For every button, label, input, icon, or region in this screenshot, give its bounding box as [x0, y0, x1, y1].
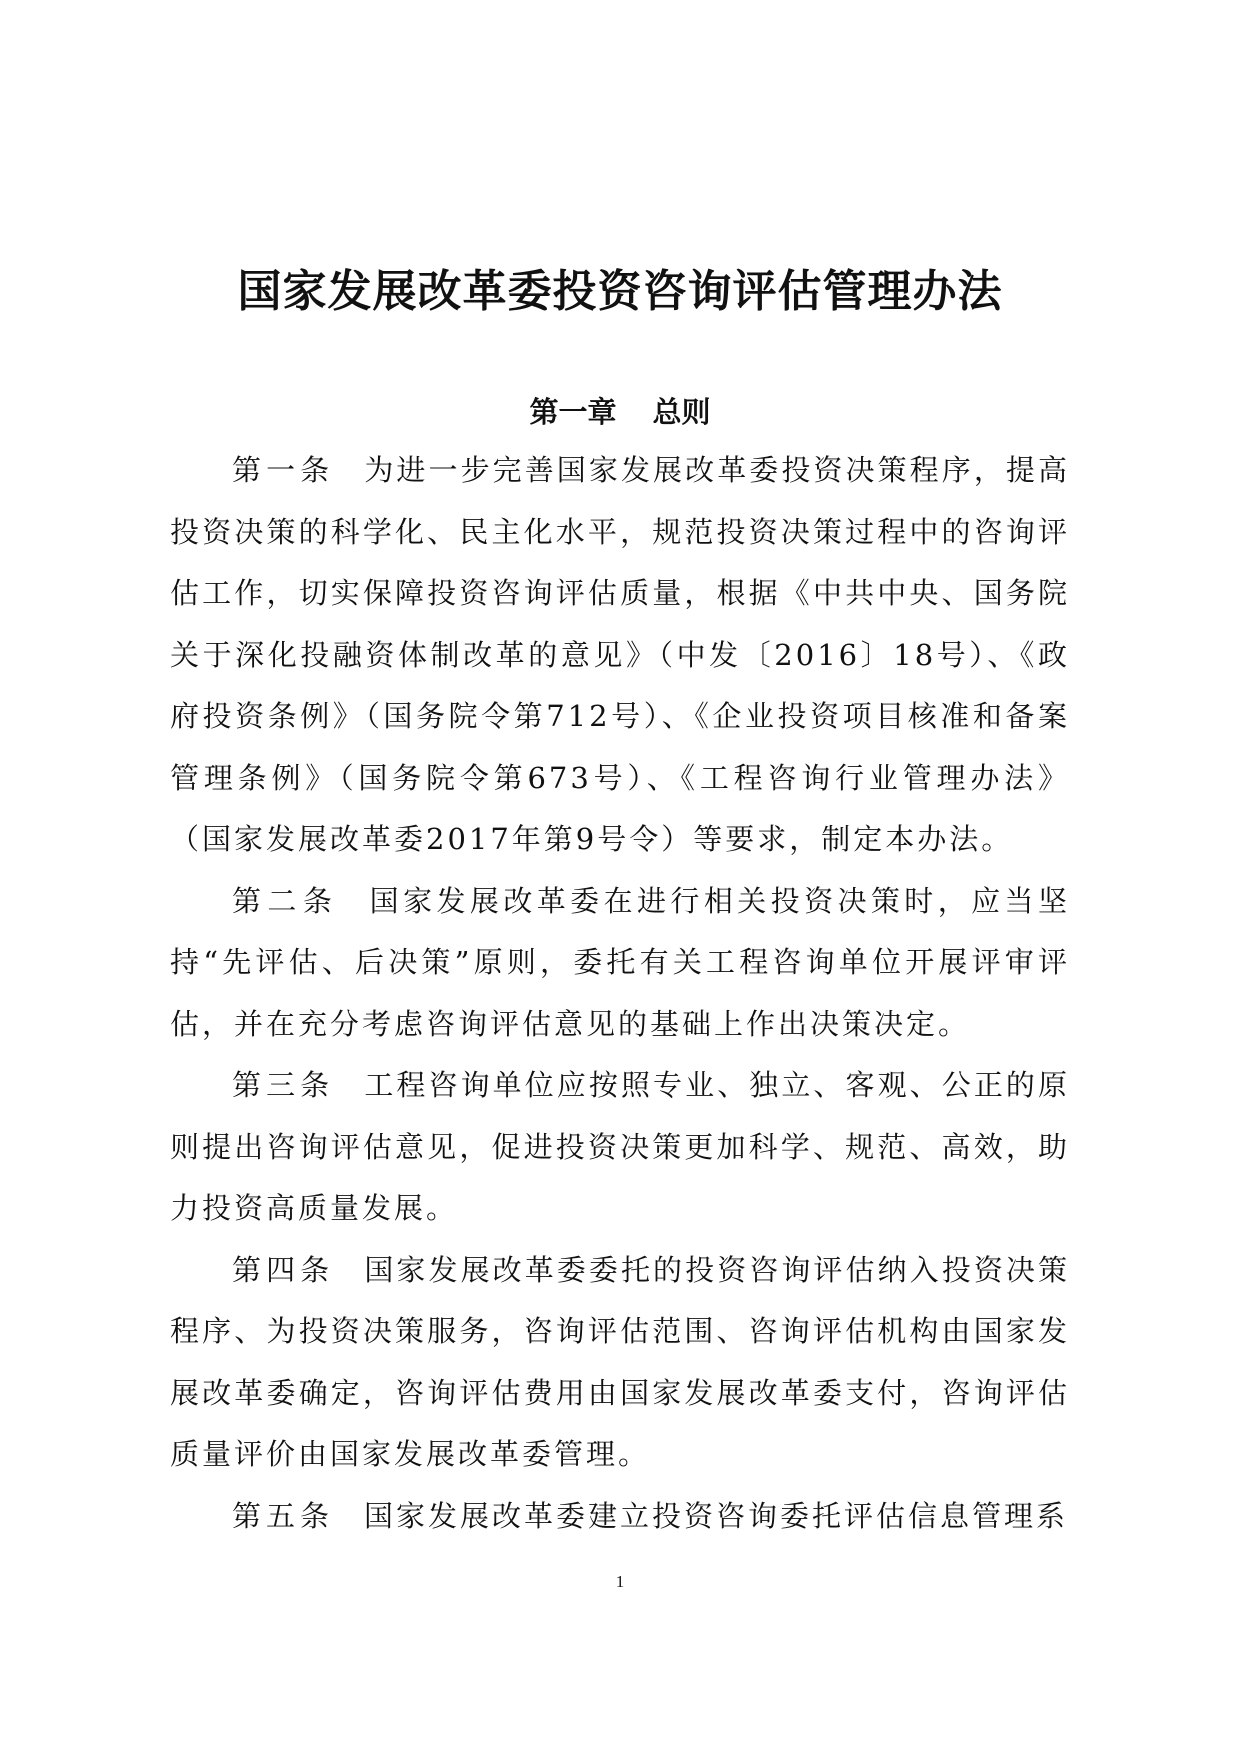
article-4: [170, 1240, 1070, 1486]
chapter-heading: [0, 392, 1240, 432]
article-text: 国家发展改革委委托的投资咨询评估纳入投资决策程序、为投资决策服务，咨询评估范围、咨询评估机构由国家发展改革委确定，咨询评估费用由国家发展改革委支付，咨询评估质量评价由国家发展改革委管理。: [170, 1252, 1070, 1471]
article-number: 第一条: [232, 453, 335, 487]
article-number: 第五条: [232, 1498, 335, 1533]
article-text: 工程咨询单位应按照专业、独立、客观、公正的原则提出咨询评估意见，促进投资决策更加科学、规范、高效，助力投资高质量发展。: [170, 1068, 1070, 1225]
article-number: 第二条: [232, 883, 339, 918]
document-body: [170, 440, 1070, 1547]
article-text: 为进一步完善国家发展改革委投资决策程序，提高投资决策的科学化、民主化水平，规范投资决策过程中的咨询评估工作，切实保障投资咨询评估质量，根据《中共中央、国务院关于深化投融资体制改革的意见》（中发〔2016〕18号）、《政府投资条例》（国务院令第712号）、《企业投资项目核准和备案管理条例》（国务院令第673号）、《工程咨询行业管理办法》（国家发展改革委2017年第9号令）等要求，制定本办法。: [170, 453, 1070, 856]
chapter-number: 第一章: [529, 395, 617, 429]
document-title: 国家发展改革委投资咨询评估管理办法: [237, 266, 1003, 317]
article-text: 国家发展改革委在进行相关投资决策时，应当坚持“先评估、后决策”原则，委托有关工程咨询单位开展评审评估，并在充分考虑咨询评估意见的基础上作出决策决定。: [170, 883, 1070, 1041]
article-1: [170, 440, 1070, 871]
article-3: [170, 1055, 1070, 1240]
article-number: 第四条: [232, 1252, 335, 1287]
article-number: 第三条: [232, 1068, 335, 1102]
article-text: 国家发展改革委建立投资咨询委托评估信息管理系: [364, 1498, 1069, 1533]
chapter-name: 总则: [652, 395, 711, 429]
article-5: [170, 1486, 1070, 1548]
article-2: [170, 871, 1070, 1056]
page-number: 1: [615, 1572, 625, 1591]
